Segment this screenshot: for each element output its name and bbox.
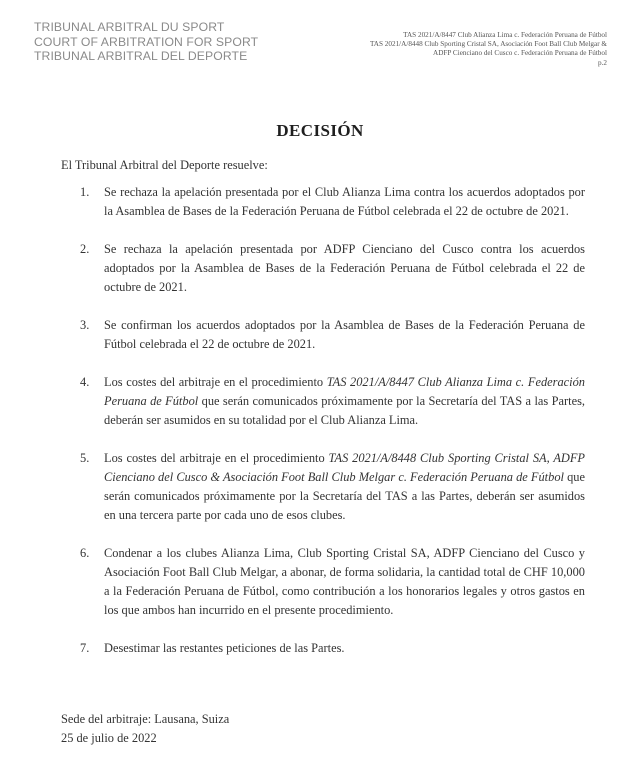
decision-item-number: 1. <box>80 185 90 199</box>
case-reference-line: ADFP Cienciano del Cusco c. Federación Peruana de Fútbol <box>433 49 607 58</box>
decision-item-number: 4. <box>80 375 90 389</box>
decision-item-text <box>104 240 585 297</box>
case-reference-line: TAS 2021/A/8448 Club Sporting Cristal SA, Asociación Foot Ball Club Melgar & <box>369 40 607 49</box>
case-citation: TAS 2021/A/8448 Club Sporting Cristal SA, ADFP Cienciano del Cusco & Asociación Foot Ball Club Melgar c. Federación Peruana de Fútbol <box>104 451 585 484</box>
decision-item-number: 3. <box>80 318 90 332</box>
decision-item <box>80 183 585 221</box>
intro-paragraph: El Tribunal Arbitral del Deporte resuelve: <box>61 158 268 172</box>
decision-item-text <box>104 183 585 221</box>
decision-item-number: 7. <box>80 641 90 655</box>
decision-item <box>80 316 585 354</box>
text-segment: que serán comunicados próximamente por la Secretaría del TAS a las Partes, deberán ser asumidos en una tercera parte por cada uno de esos clubes. <box>104 470 585 522</box>
decision-date: 25 de julio de 2022 <box>61 731 157 745</box>
document-title: DECISIÓN <box>276 121 364 140</box>
decision-item-text <box>104 544 585 620</box>
decision-item <box>80 449 585 525</box>
decision-item-text <box>104 373 585 430</box>
institution-header <box>34 20 258 64</box>
institution-name-en: COURT OF ARBITRATION FOR SPORT <box>34 34 259 49</box>
case-reference-line: TAS 2021/A/8447 Club Alianza Lima c. Federación Peruana de Fútbol <box>403 31 607 39</box>
text-segment: Se rechaza la apelación presentada por ADFP Cienciano del Cusco contra los acuerdos adoptados por la Asamblea de Bases de la Federación Peruana de Fútbol celebrada el 22 de octubre de 2021. <box>104 242 585 294</box>
page-number: p.2 <box>598 58 607 67</box>
text-segment: Los costes del arbitraje en el procedimiento <box>104 375 327 389</box>
text-segment: Los costes del arbitraje en el procedimiento <box>104 451 329 465</box>
document-footer <box>61 710 229 748</box>
case-citation: TAS 2021/A/8447 Club Alianza Lima c. Federación Peruana de Fútbol <box>104 375 585 408</box>
decision-item <box>80 373 585 430</box>
text-segment: Se confirman los acuerdos adoptados por la Asamblea de Bases de la Federación Peruana de Fútbol celebrada el 22 de octubre de 2021. <box>104 318 585 351</box>
decision-item <box>80 544 585 620</box>
institution-name-fr: TRIBUNAL ARBITRAL DU SPORT <box>34 20 225 34</box>
decision-item-number: 5. <box>80 451 90 465</box>
decision-item-text <box>104 449 585 525</box>
decision-item-number: 2. <box>80 242 90 256</box>
text-segment: Condenar a los clubes Alianza Lima, Club Sporting Cristal SA, ADFP Cienciano del Cusco y Asociación Foot Ball Club Melgar, a abonar, de forma solidaria, la cantidad total de CHF 10,000 a la Federación Peruana de Fútbol, como contribución a los honorarios legales y otros gastos en los que ambos han incurrido en el presente procedimiento. <box>104 546 585 617</box>
decision-list <box>80 183 585 658</box>
decision-item-text <box>104 639 585 658</box>
arbitration-seat: Sede del arbitraje: Lausana, Suiza <box>61 712 230 726</box>
text-segment: Se rechaza la apelación presentada por el Club Alianza Lima contra los acuerdos adoptados por la Asamblea de Bases de la Federación Peruana de Fútbol celebrada el 22 de octubre de 2021. <box>104 185 585 218</box>
decision-item-number: 6. <box>80 546 90 560</box>
decision-item <box>80 240 585 297</box>
case-reference-header <box>370 31 607 68</box>
text-segment: Desestimar las restantes peticiones de las Partes. <box>104 641 345 655</box>
text-segment: que serán comunicados próximamente por la Secretaría del TAS a las Partes, deberán ser asumidos en su totalidad por el Club Alianza Lima. <box>104 394 585 427</box>
institution-name-es: TRIBUNAL ARBITRAL DEL DEPORTE <box>34 49 248 63</box>
decision-item-text <box>104 316 585 354</box>
decision-item <box>80 639 585 658</box>
